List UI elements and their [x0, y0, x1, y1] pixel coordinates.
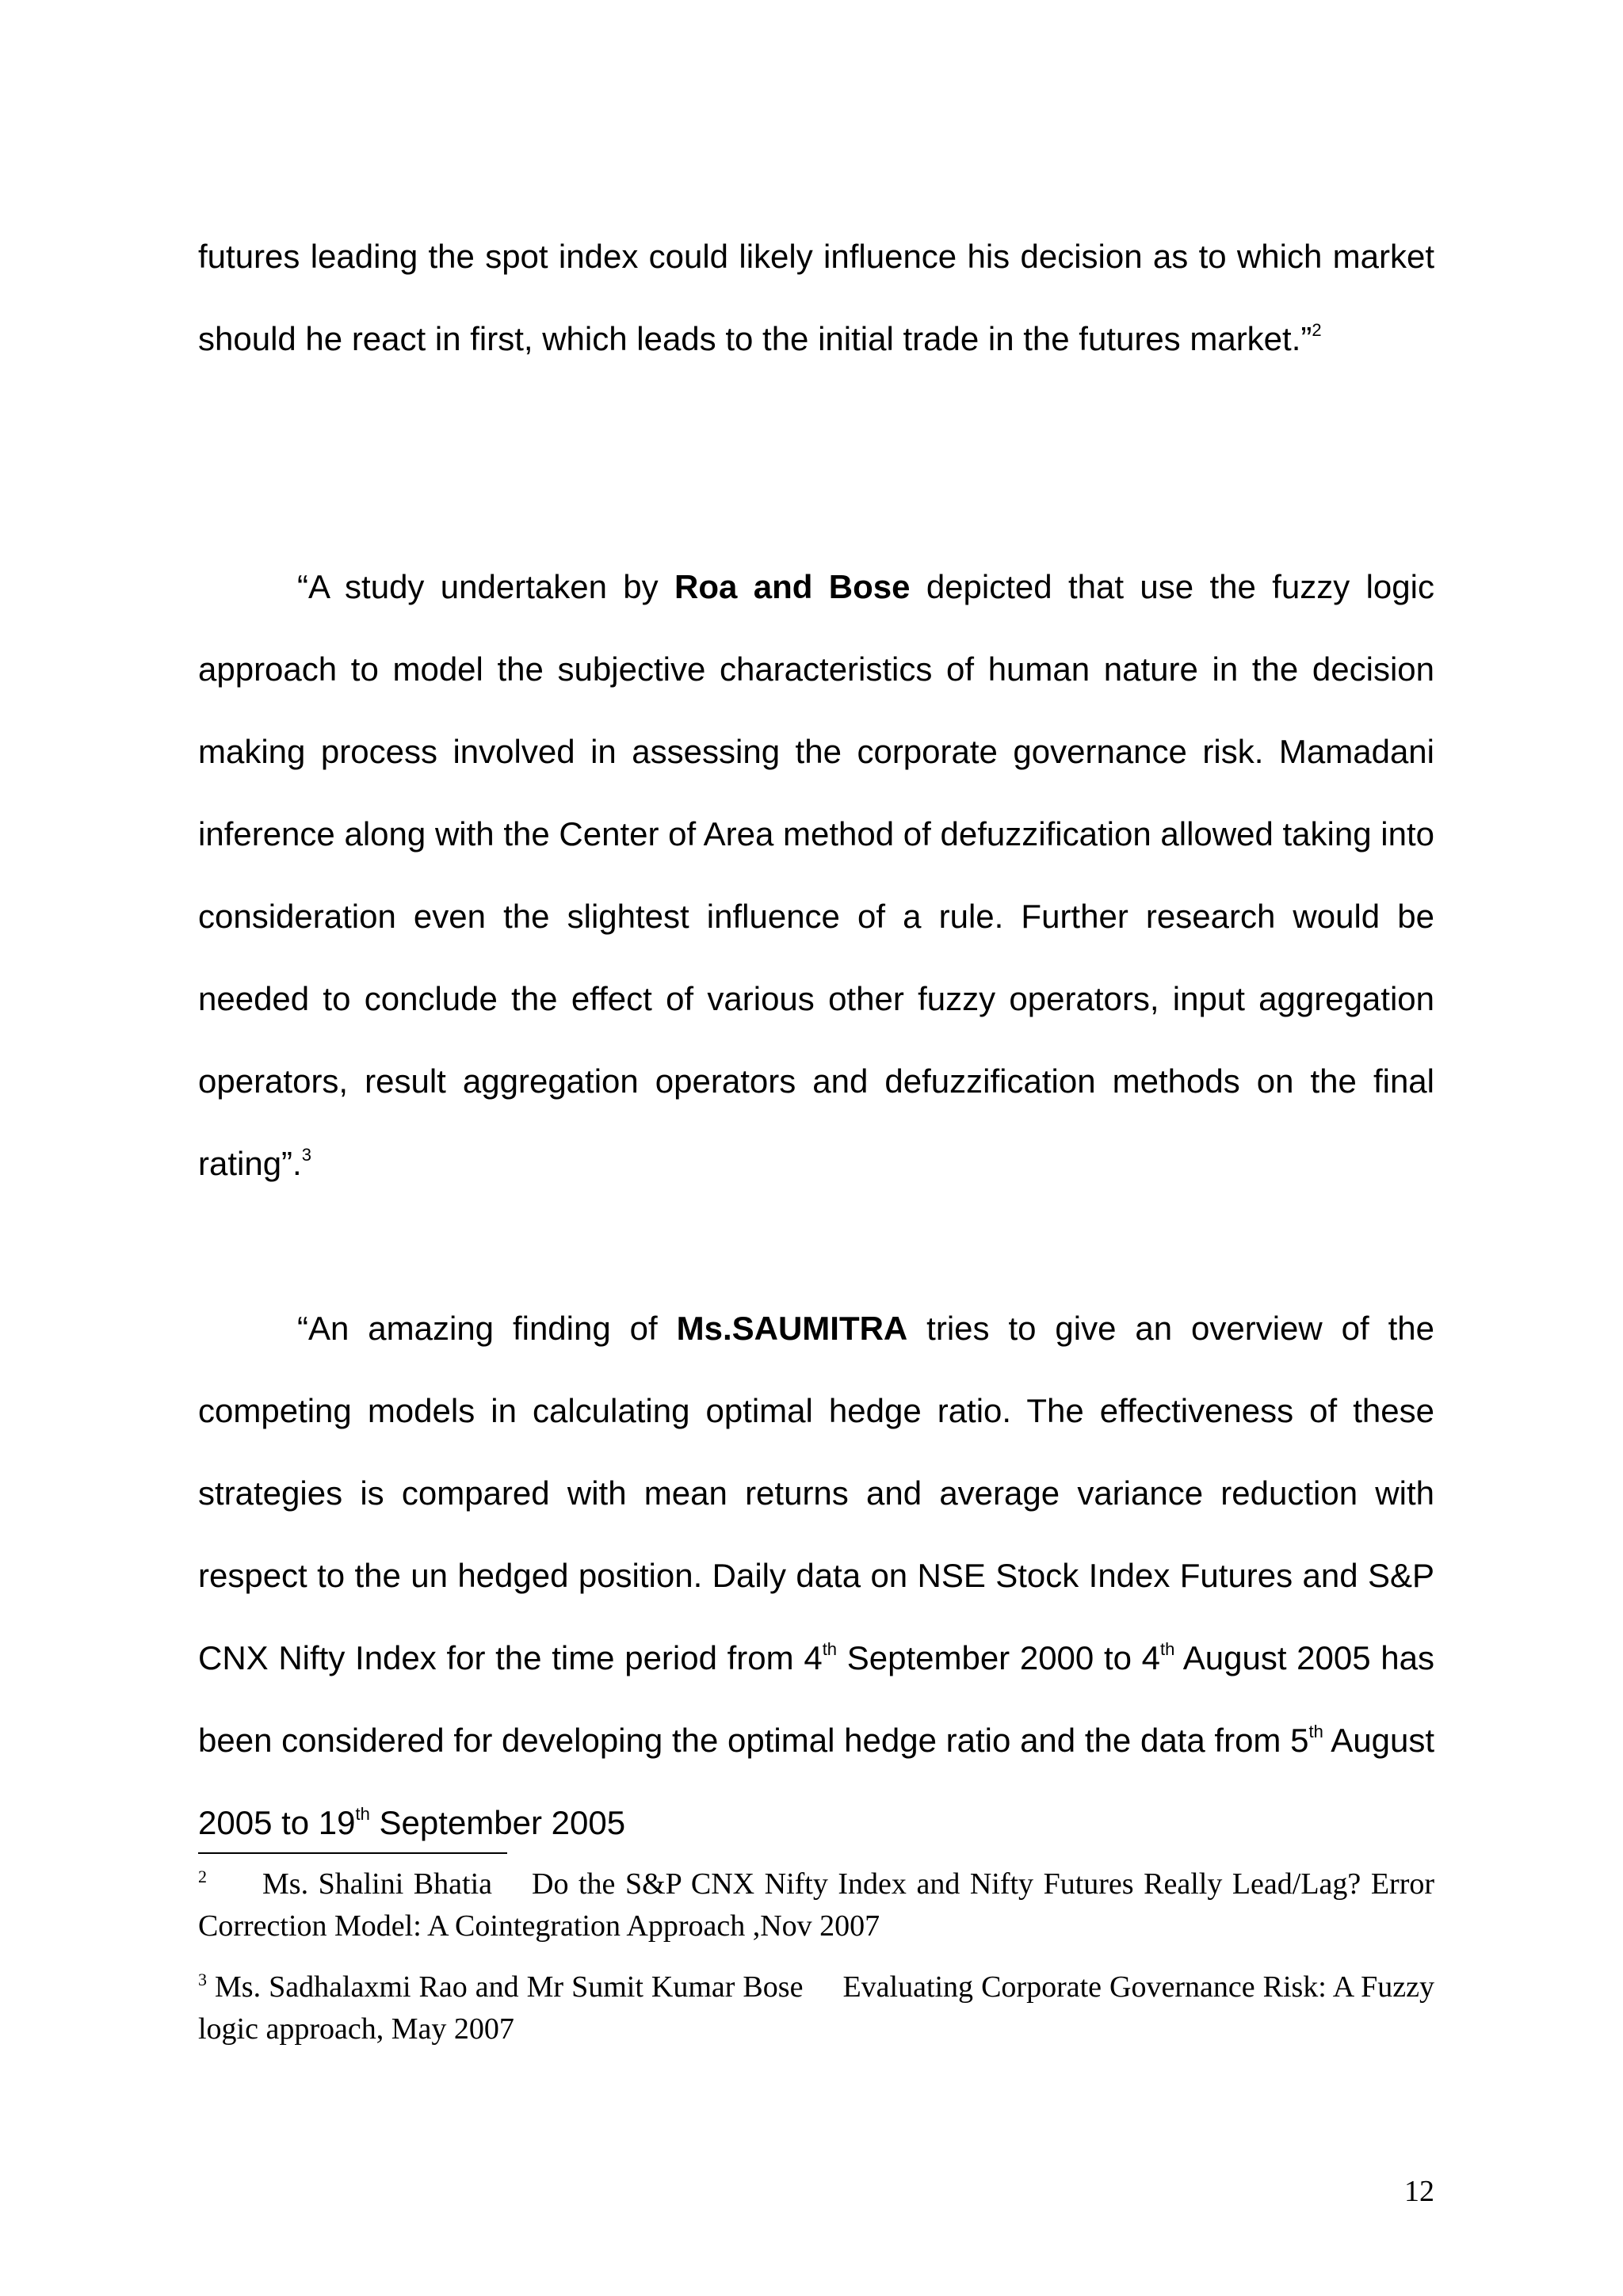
author-name-saumitra: Ms.SAUMITRA: [676, 1310, 908, 1347]
footnote-2: [198, 1865, 1434, 1945]
footnote-text: Evaluating Corporate Governance Risk: A Fuzzy logic approach, May 2007: [198, 1970, 1434, 2046]
paragraph-2-text-rest: depicted that use the fuzzy logic approach to model the subjective characteristics of human nature in the decision making process involved in assessing the corporate governance risk. Mamadani inference along with the Center of Area method of defuzzification allowed taking into consideration even the slightest influence of a rule. Further research would be needed to conclude the effect of various other fuzzy operators, input aggregation operators, result aggregation operators and defuzzification methods on the final rating”.: [198, 568, 1434, 1182]
paragraph-2-text-start: “A study undertaken by: [297, 568, 675, 605]
footnote-text: Do the S&P CNX Nifty Index and Nifty Futures Really Lead/Lag? Error Correction Model: A Cointegration Approach ,Nov 2007: [198, 1867, 1434, 1943]
paragraph-3: [198, 1287, 1434, 1864]
ordinal-suffix: th: [1160, 1639, 1175, 1659]
footnote-3: [198, 1968, 1434, 2048]
paragraph-3-text-seg1: tries to give an overview of the competing models in calculating optimal hedge ratio. The effectiveness of these strategies is compared with mean returns and average variance reduction with respect to the un hedged position. Daily data on NSE Stock Index Futures and S&P CNX Nifty Index for the time period from 4: [198, 1310, 1434, 1676]
paragraph-3-text-seg3: August 2005 has been considered for developing the optimal hedge ratio and the data from 5: [198, 1639, 1434, 1759]
author-name-roa-bose: Roa and Bose: [674, 568, 911, 605]
paragraph-3-text-seg2: September 2000 to 4: [837, 1639, 1161, 1676]
footnote-separator: [198, 1852, 507, 1854]
paragraph-2: [198, 546, 1434, 1205]
paragraph-3-text-seg5: September 2005: [369, 1804, 626, 1841]
footnote-author: Ms. Sadhalaxmi Rao and Mr Sumit Kumar Bose: [215, 1970, 804, 2004]
footnote-number: 3: [198, 1970, 207, 1989]
paragraph-1: [198, 215, 1434, 380]
paragraph-1-text: futures leading the spot index could likely influence his decision as to which market should he react in first, which leads to the initial trade in the futures market.”: [198, 238, 1434, 357]
footnote-number: 2: [198, 1867, 207, 1886]
footnote-ref-2[interactable]: 2: [1312, 320, 1322, 340]
ordinal-suffix: th: [822, 1639, 838, 1659]
paragraph-3-text-start: “An amazing finding of: [297, 1310, 677, 1347]
ordinal-suffix: th: [355, 1804, 370, 1824]
ordinal-suffix: th: [1308, 1722, 1323, 1741]
footnote-ref-3[interactable]: 3: [301, 1145, 311, 1165]
footnote-author: Ms. Shalini Bhatia: [262, 1867, 493, 1901]
page-number: 12: [1404, 2175, 1434, 2208]
paragraph-3-text-seg4: August 2005 to 19: [198, 1722, 1434, 1841]
